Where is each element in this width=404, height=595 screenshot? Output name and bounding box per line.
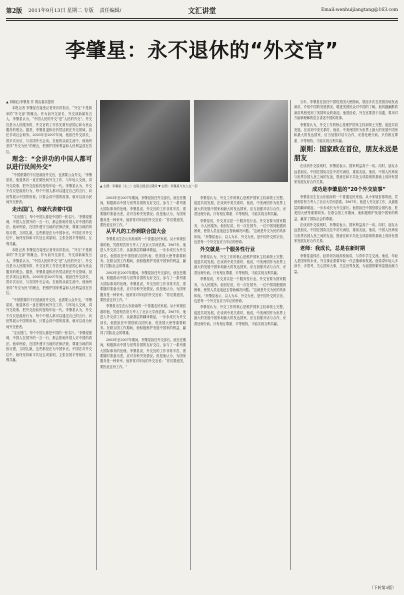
section-heading: 从平凡的工作到联合国大会	[106, 229, 167, 236]
article-text: 李肇星出生在山东胶南的一个普通农民家庭。从小家境贫寒的他，凭借刻苦努力考入了北京大学西语系。1967年，他进入外交部工作，从最基层的翻译做起，一步步成长为外交部长。他曾担任中国驻联合国代表、驻美国大使等重要职务。在联合国工作期间，他积极维护发展中国家的利益，赢得了国际社会的尊重。	[100, 237, 186, 269]
article-text: 2003年至2007年期间，李肇星担任外交部长。他在任期间，积极推动中国与世界各国的友好交往，参与了一系列重大国际事务的处理。李肇星说，外交官的工作非常辛苦，需要随时准备出差，应对各种突发情况。但是他认为，为国家服务是一种荣幸。他常常对年轻的外交官说：“你们要爱国，要热爱这份工作。”	[100, 196, 186, 228]
photo-left	[100, 100, 190, 182]
section-heading: 走出国门，你就代表着中国	[12, 206, 73, 213]
article-text: “中国需要的不仅是政府外交官，也需要公众外交。”李肇星说，他退休后一直在做民间外交工作，与年轻人交流，讲外交故事，把外交经验传授给年轻一代。李肇星认为，外交不仅仅是政府行为，每个中国人都可以通过自己的言行，向世界展示中国的形象。只要会讲中国的故事，就可以成为民间外交使者。	[6, 173, 92, 205]
article-text: 在谈到外交原则时，李肇星表示，国家利益高于一切。同时，朋友永远是朋友，中国在国际交往中讲究诚信，重视友谊。他说，中国人民珍视与世界各国人民之间的友谊，愿意在和平共处五项原则的基础上同所有国家发展友好合作关系。	[294, 164, 398, 185]
article-text: 李肇星说，外交其实是一个服务性行业。外交官要为国家服务，为人民服务。他回忆说，有一次在国外，一位中国同胞遇到困难，使馆人员连夜赶去帮助解决问题。“这就是外交为民的具体体现。”李肇星表示，以人为本、外交为民，是中国外交的宗旨，也是每一个外交官应当牢记的使命。	[194, 218, 286, 245]
page-header	[6, 4, 398, 17]
section-heading: 成功是李肇星的“20个外交故事”	[312, 186, 386, 193]
section-heading: 老师：我成长，总是在新时期	[300, 245, 366, 252]
header-rule	[6, 18, 398, 19]
article-text: 本报记者 李肇星在接受记者采访时指出，“外交”不是简单的“外交部”的概念。作为前外交部长、外交部新闻发言人，李肇星认为，“中国人民的外交”是“人民的外交”。外交官是为人民服务的，外交官的工作首先要有爱国心和为民众服务的观念。据悉，李肇星退休后仍然活跃在外交领域，担任多项社会职务。2003年至2007年间，他担任外交部长，曾多次出访，与各国外长会谈。在他的从政生涯中，他始终坚持“外交为民”的理念，把维护国家利益和人民利益放在首位。	[6, 106, 92, 154]
article-text: 在谈到外交原则时，李肇星表示，国家利益高于一切。同时，朋友永远是朋友，中国在国际交往中讲究诚信，重视友谊。他说，中国人民珍视与世界各国人民之间的友谊，愿意在和平共处五项原则的基础上同所有国家发展友好合作关系。	[294, 222, 398, 244]
continued-note: （下转第3版）	[369, 585, 396, 590]
header-rule-thin	[6, 20, 398, 21]
article-text: 李肇星认为，外交工作的核心是维护国家主权和领土完整，促进共同发展。在谈到中美关系时，他说，中美两国作为世界上最大的发展中国家和最大的发达国家，应当加强对话与合作，妥善处理分歧。只有相互尊重、平等相待，才能实现互利共赢。	[294, 122, 398, 143]
editor-label: 责任编辑/	[99, 8, 122, 14]
photo-right	[194, 100, 288, 182]
column-2	[100, 196, 186, 570]
article-text: 2003年至2007年期间，李肇星担任外交部长。他在任期间，积极推动中国与世界各国的友好交往，参与了一系列重大国际事务的处理。李肇星说，外交官的工作非常辛苦，需要随时准备出差，应对各种突发情况。但是他认为，为国家服务是一种荣幸。他常常对年轻的外交官说：“你们要爱国，要热爱这份工作。”	[100, 337, 186, 369]
article-text: 李肇星认为，外交工作的核心是维护国家主权和领土完整，促进共同发展。在谈到中美关系时，他说，中美两国作为世界上最大的发展中国家和最大的发达国家，应当加强对话与合作，妥善处理分歧。只有相互尊重、平等相待，才能实现互利共赢。	[194, 254, 286, 275]
section-heading: 理念：“会讲功的中国人都可以进行民间外交”	[6, 156, 92, 172]
intro-note: ▲ 刘晓红/李肇星 作 图由嘉宾提供	[6, 100, 55, 104]
email-address: Email:wenhuijiangtang@163.com	[321, 8, 398, 13]
section-heading: 外交就是一个服务性行业	[200, 246, 256, 253]
article-text: “中国需要的不仅是政府外交官，也需要公众外交。”李肇星说，他退休后一直在做民间外交工作，与年轻人交流，讲外交故事，把外交经验传授给年轻一代。李肇星认为，外交不仅仅是政府行为，每个中国人都可以通过自己的言行，向世界展示中国的形象。只要会讲中国的故事，就可以成为民间外交使者。	[6, 297, 92, 329]
page-number: 第2版	[6, 8, 23, 15]
column-divider	[96, 100, 97, 570]
column-divider	[290, 100, 291, 570]
article-text: “走出国门，每个中国人都是中国的一张名片。”李肇星强调，中国人在国外的一言一行，都会影响外国人对中国的看法。他举例说，在国外遵守当地的法律法规，尊重当地的风俗习惯，文明礼貌，这些都是在为中国争光。中国在对外交往中，始终坚持和平共处五项原则，主张各国平等相待，互利共赢。	[6, 331, 92, 363]
section-heading: 原则：国家政在首位，朋友永远是朋友	[294, 145, 398, 163]
photo-caption: ▲ 左图：李肇星（左二）在联合国会议期间 ▼ 右图：李肇星与友人在一起	[100, 184, 198, 188]
article-text: 李肇星出生在山东胶南的一个普通农民家庭。从小家境贫寒的他，凭借刻苦努力考入了北京大学西语系。1967年，他进入外交部工作，从最基层的翻译做起，一步步成长为外交部长。他曾担任中国驻联合国代表、驻美国大使等重要职务。在联合国工作期间，他积极维护发展中国家的利益，赢得了国际社会的尊重。	[100, 304, 186, 336]
article-text: 李肇星认为，外交工作的核心是维护国家主权和领土完整，促进共同发展。在谈到中美关系时，他说，中美两国作为世界上最大的发展中国家和最大的发达国家，应当加强对话与合作，妥善处理分歧。只有相互尊重、平等相待，才能实现互利共赢。	[194, 305, 286, 326]
article-text: 李肇星出生在山东胶南的一个普通农民家庭。从小家境贫寒的他，凭借刻苦努力考入了北京大学西语系。1967年，他进入外交部工作，从最基层的翻译做起，一步步成长为外交部长。他曾担任中国驻联合国代表、驻美国大使等重要职务。在联合国工作期间，他积极维护发展中国家的利益，赢得了国际社会的尊重。	[294, 194, 398, 221]
column-3	[194, 196, 286, 570]
column-divider	[190, 196, 191, 570]
article-text: 李肇星说，外交其实是一个服务性行业。外交官要为国家服务，为人民服务。他回忆说，有一次在国外，一位中国同胞遇到困难，使馆人员连夜赶去帮助解决问题。“这就是外交为民的具体体现。”李肇星表示，以人为本、外交为民，是中国外交的宗旨，也是每一个外交官应当牢记的使命。	[194, 277, 286, 303]
column-1	[6, 100, 92, 570]
masthead: 文汇讲堂	[188, 5, 216, 15]
article-text: 李肇星退休后，经常到各地高校演讲，与青年学生交流。他说，年轻人是国家的未来，外交事业需要年轻一代去继承和发展。他希望年轻人多读书、多思考，关心国家大事，关注世界发展，为祖国的繁荣富强贡献力量。	[294, 253, 398, 274]
article-text: 李肇星认为，外交工作的核心是维护国家主权和领土完整，促进共同发展。在谈到中美关系时，他说，中美两国作为世界上最大的发展中国家和最大的发达国家，应当加强对话与合作，妥善处理分歧。只有相互尊重、平等相待，才能实现互利共赢。	[194, 196, 286, 217]
article-text: 2003年至2007年期间，李肇星担任外交部长。他在任期间，积极推动中国与世界各国的友好交往，参与了一系列重大国际事务的处理。李肇星说，外交官的工作非常辛苦，需要随时准备出差，应对各种突发情况。但是他认为，为国家服务是一种荣幸。他常常对年轻的外交官说：“你们要爱国，要热爱这份工作。”	[100, 270, 186, 302]
article-text: “走出国门，每个中国人都是中国的一张名片。”李肇星强调，中国人在国外的一言一行，都会影响外国人对中国的看法。他举例说，在国外遵守当地的法律法规，尊重当地的风俗习惯，文明礼貌，这些都是在为中国争光。中国在对外交往中，始终坚持和平共处五项原则，主张各国平等相待，互利共赢。	[6, 214, 92, 246]
page-title: 李肇星：永不退休的“外交官”	[65, 38, 339, 62]
issue-date: 2011年9月13日 星期二 专版	[28, 8, 94, 14]
article-text: 本报记者 李肇星在接受记者采访时指出，“外交”不是简单的“外交部”的概念。作为前外交部长、外交部新闻发言人，李肇星认为，“中国人民的外交”是“人民的外交”。外交官是为人民服务的，外交官的工作首先要有爱国心和为民众服务的观念。据悉，李肇星退休后仍然活跃在外交领域，担任多项社会职务。2003年至2007年间，他担任外交部长，曾多次出访，与各国外长会谈。在他的从政生涯中，他始终坚持“外交为民”的理念，把维护国家利益和人民利益放在首位。	[6, 247, 92, 296]
column-4	[294, 100, 398, 570]
article-text: 当年，李肇星在担任中国驻美国大使期间，曾经多次在美国各地发表演讲，介绍中国的发展情况，增进美国民众对中国的了解。他风趣幽默的演讲风格受到了美国听众的欢迎。他曾经说，外交官要善于沟通，要用对方能够理解的语言讲述中国的故事。	[294, 100, 398, 121]
